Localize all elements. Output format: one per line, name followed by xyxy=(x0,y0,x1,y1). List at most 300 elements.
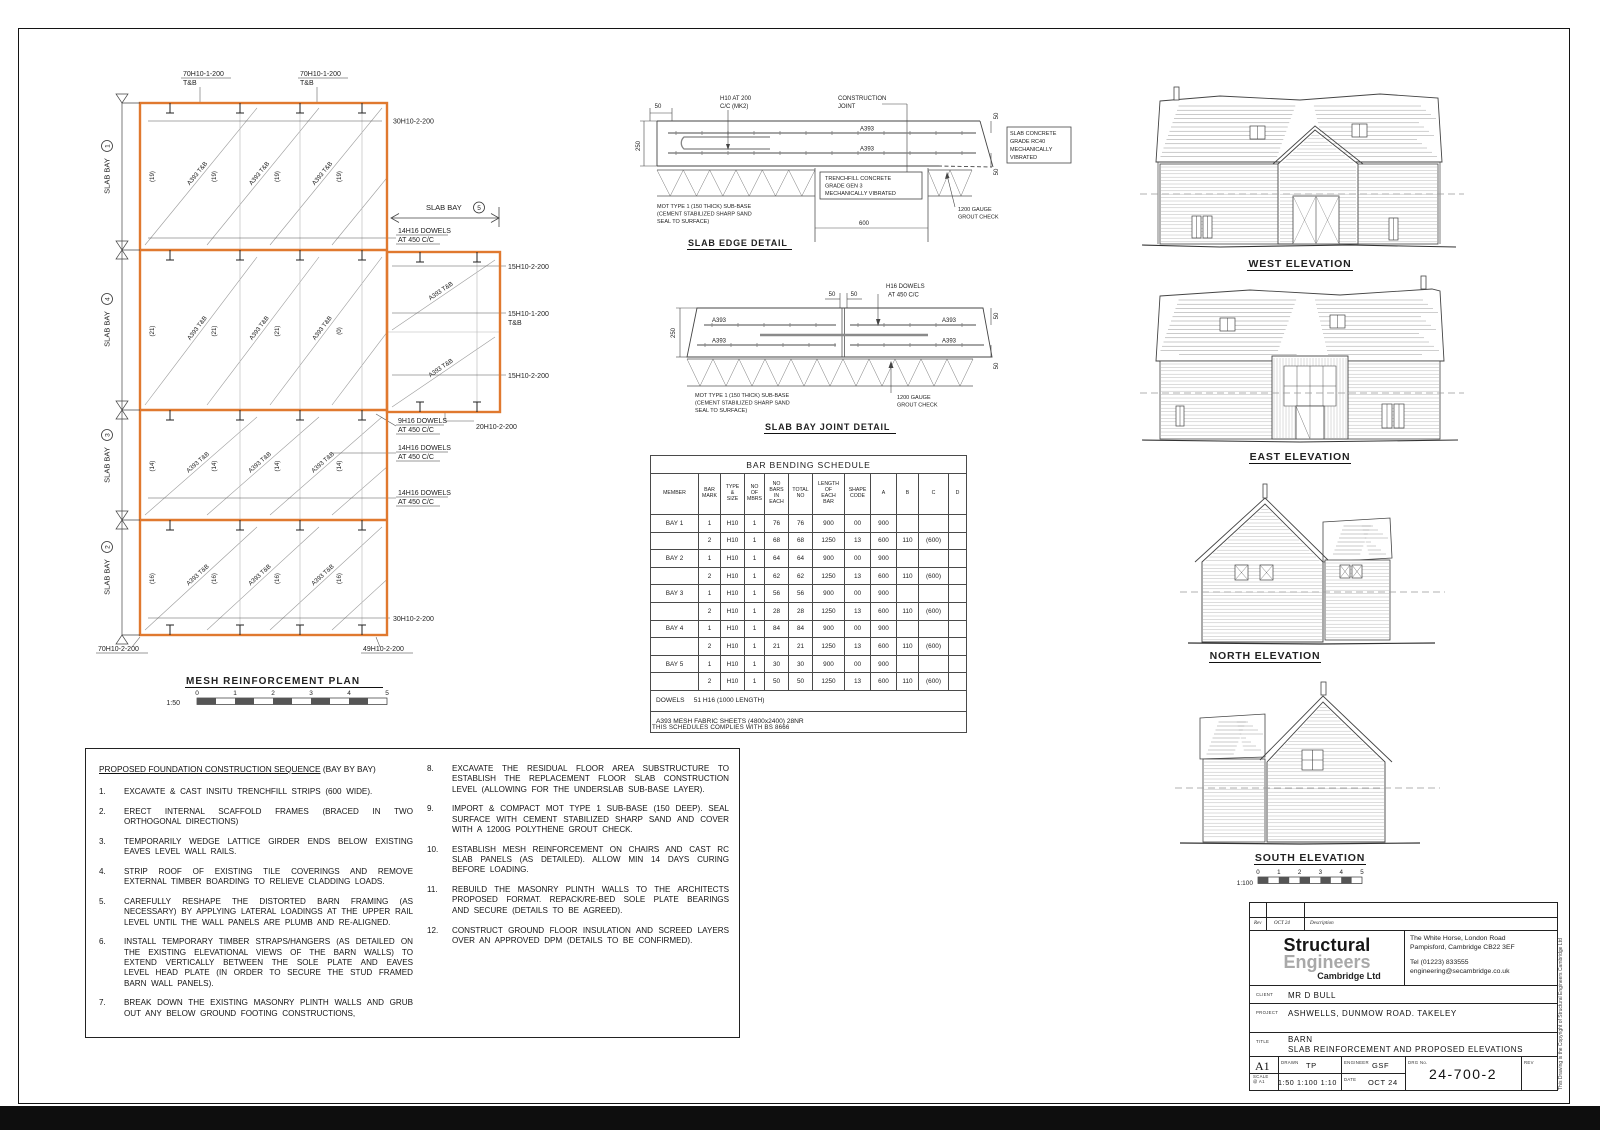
mesh-count: (14) xyxy=(274,460,281,472)
scale-tick: 5 xyxy=(1360,869,1364,876)
bar-callout: 30H10-2-200 xyxy=(393,118,434,126)
mesh-bars xyxy=(668,133,976,153)
schedule-cell: 28 xyxy=(765,602,789,620)
schedule-cell: 900 xyxy=(813,620,845,638)
schedule-header-cell: C xyxy=(919,474,949,515)
scale-tick: 3 xyxy=(1318,869,1323,876)
bar-callout: 15H10-2-200 xyxy=(508,264,549,271)
east-elevation-title: EAST ELEVATION xyxy=(1249,451,1351,463)
slab-details xyxy=(620,80,1100,450)
mesh-label: A393 T&B xyxy=(247,450,273,475)
schedule-cell: 62 xyxy=(789,567,813,585)
mesh-callout: A393 xyxy=(712,318,727,324)
schedule-header-cell: NO BARS IN EACH xyxy=(765,474,789,515)
schedule-cell: 2 xyxy=(699,673,721,691)
scan-edge xyxy=(0,1106,1600,1130)
mesh-label: A393 T&B xyxy=(427,357,455,380)
schedule-cell: 900 xyxy=(871,620,897,638)
scale-ratio: 1:100 xyxy=(1236,880,1253,887)
dowel-callout: 14H16 DOWELS xyxy=(398,490,451,497)
mesh-label: A393 T&B xyxy=(185,160,210,187)
schedule-cell xyxy=(897,620,919,638)
sequence-item-number: 9. xyxy=(427,804,434,814)
schedule-cell: 600 xyxy=(871,673,897,691)
schedule-row xyxy=(651,638,967,656)
edge-detail-title: SLAB EDGE DETAIL xyxy=(688,238,788,248)
sequence-column-right xyxy=(427,764,729,956)
schedule-cell: H10 xyxy=(721,515,745,533)
schedule-cell: 1 xyxy=(745,515,765,533)
schedule-cell: H10 xyxy=(721,532,745,550)
schedule-cell xyxy=(897,550,919,568)
schedule-cell: 1 xyxy=(745,602,765,620)
schedule-row xyxy=(651,620,967,638)
scale-value: 1:50 1:100 1:10 xyxy=(1278,1078,1337,1087)
schedule-cell: 68 xyxy=(765,532,789,550)
scale-label-2: @ A1 xyxy=(1253,1078,1265,1084)
sequence-item-number: 2. xyxy=(99,806,106,816)
sequence-column-left xyxy=(99,764,413,1029)
sequence-item-number: 1. xyxy=(99,787,106,796)
mesh-count: (14) xyxy=(149,460,156,472)
dim: 50 xyxy=(994,362,1000,370)
callout-underlines xyxy=(96,78,448,653)
schedule-cell: H10 xyxy=(721,620,745,638)
schedule-cell xyxy=(919,550,949,568)
sheet-size: A1 xyxy=(1255,1059,1270,1073)
mesh-count: (21) xyxy=(274,325,281,337)
schedule-cell: 56 xyxy=(765,585,789,603)
sequence-item-text: REBUILD THE MASONRY PLINTH WALLS TO THE ARCHITECTS PROPOSED FORMAT. REPACK/RE-BED SOLE PLATE BEARINGS AND SECURE (DETAILS TO BE AGREED). xyxy=(452,885,729,915)
note-line: VIBRATED xyxy=(1010,155,1038,161)
schedule-cell: H10 xyxy=(721,585,745,603)
slab-concrete-note xyxy=(1007,127,1071,163)
slab-bay-1-label xyxy=(102,141,113,194)
mesh-label: A393 T&B xyxy=(427,280,455,303)
dim: 250 xyxy=(671,327,677,339)
scale-tick: 4 xyxy=(347,690,351,697)
sequence-item-text: INSTALL TEMPORARY TIMBER STRAPS/HANGERS (AS DETAILED ON THE EXISTING ELEVATIONAL VIEWS OF THE BARN WALLS) TO EXTEND VERTICALLY BETWEEN THE SOLE PLATE AND EAVES LEVEL HEAD PLATE (IN ORDER TO SECURE THE STUD FRAMED BARN WALL PANELS). xyxy=(124,937,413,988)
sequence-heading xyxy=(99,764,413,774)
mesh-callout: A393 xyxy=(860,126,875,133)
bar-bending-schedule xyxy=(650,455,967,733)
bar-callout: T&B xyxy=(183,80,197,87)
schedule-cell: 2 xyxy=(699,602,721,620)
mesh-label: A393 T&B xyxy=(247,563,273,588)
schedule-cell: 76 xyxy=(789,515,813,533)
schedule-header-cell: TOTAL NO xyxy=(789,474,813,515)
schedule-header-cell: TYPE & SIZE xyxy=(721,474,745,515)
schedule-cell: (600) xyxy=(919,673,949,691)
rev-label: REV xyxy=(1524,1060,1534,1065)
mesh-count: (14) xyxy=(211,460,218,472)
mesh-label: A393 T&B xyxy=(186,314,209,342)
plan-scale-bar xyxy=(166,690,389,707)
schedule-cell: 600 xyxy=(871,602,897,620)
sequence-item-number: 12. xyxy=(427,925,439,935)
note-line: SEAL TO SURFACE) xyxy=(657,219,710,225)
schedule-cell xyxy=(949,638,967,656)
dowel-callout: 14H16 DOWELS xyxy=(398,228,451,235)
dowel-callout: AT 450 C/C xyxy=(398,499,434,506)
scale-tick: 2 xyxy=(1297,869,1302,876)
dim: 50 xyxy=(828,292,836,298)
schedule-cell: 64 xyxy=(765,550,789,568)
dim: 50 xyxy=(994,312,1000,320)
date-label: DATE xyxy=(1344,1077,1357,1082)
north-elevation xyxy=(1180,484,1445,644)
schedule-cell: 1 xyxy=(699,585,721,603)
schedule-cell: 21 xyxy=(765,638,789,656)
mesh-count: (21) xyxy=(149,325,156,337)
scale-tick: 1 xyxy=(1277,869,1281,876)
bay-number: 2 xyxy=(104,545,112,549)
schedule-cell: 1250 xyxy=(813,532,845,550)
sequence-item-number: 6. xyxy=(99,937,106,947)
mesh-callout: A393 xyxy=(942,338,957,345)
joint-callout: CONSTRUCTION xyxy=(838,96,887,102)
bay-dimension-line xyxy=(116,94,140,644)
schedule-row xyxy=(651,532,967,550)
mesh-label: A393 T&B xyxy=(311,314,334,342)
schedule-cell: H10 xyxy=(721,550,745,568)
note-line: GRADE RC40 xyxy=(1010,139,1046,145)
sequence-item xyxy=(99,998,413,1019)
schedule-cell: (600) xyxy=(919,532,949,550)
schedule-cell: 1 xyxy=(745,638,765,656)
mesh-count: (16) xyxy=(336,572,343,585)
sequence-item xyxy=(99,787,413,797)
engineer-label: ENGINEER xyxy=(1344,1060,1369,1065)
schedule-cell: 00 xyxy=(845,515,871,533)
scale-tick: 2 xyxy=(271,690,275,697)
dowels-label: DOWELS xyxy=(656,697,685,705)
schedule-cell: H10 xyxy=(721,602,745,620)
schedule-cell xyxy=(949,515,967,533)
scale-tick: 3 xyxy=(309,690,313,697)
schedule-cell: 110 xyxy=(897,532,919,550)
schedule-cell: 900 xyxy=(813,515,845,533)
elevations xyxy=(1100,60,1580,895)
project-label: PROJECT xyxy=(1256,1010,1279,1015)
sequence-item-number: 7. xyxy=(99,998,106,1008)
south-elevation-title: SOUTH ELEVATION xyxy=(1254,852,1366,864)
mesh-label: A393 T&B xyxy=(310,160,335,187)
schedule-cell: 13 xyxy=(845,532,871,550)
scale-ratio: 1:50 xyxy=(166,700,180,707)
schedule-cell xyxy=(897,655,919,673)
mot-note xyxy=(657,204,752,225)
schedule-cell: H10 xyxy=(721,655,745,673)
scale-tick: 0 xyxy=(1256,869,1260,876)
company-logo xyxy=(1250,931,1404,986)
note-line: (CEMENT STABILIZED SHARP SAND xyxy=(657,211,752,218)
client-label: CLIENT xyxy=(1256,992,1274,997)
foundation-sequence-panel xyxy=(85,748,740,1038)
schedule-cell: BAY 5 xyxy=(651,655,699,673)
sequence-item-number: 11. xyxy=(427,885,438,895)
sequence-item-text: BREAK DOWN THE EXISTING MASONRY PLINTH WALLS AND GRUB OUT ANY BELOW GROUND FOOTING CONSTRUCTIONS, xyxy=(124,998,413,1018)
mesh-count: (0) xyxy=(336,327,343,335)
rebar-callout: H10 AT 200 xyxy=(720,96,752,102)
schedule-cell: 30 xyxy=(765,655,789,673)
schedule-cell: 1 xyxy=(745,585,765,603)
schedule-cell xyxy=(949,602,967,620)
schedule-cell xyxy=(949,620,967,638)
scale-tick: 5 xyxy=(385,690,389,697)
sequence-item xyxy=(427,764,729,795)
bar-callout: 30H10-2-200 xyxy=(393,616,434,623)
schedule-cell xyxy=(949,585,967,603)
sequence-item xyxy=(99,807,413,828)
dowel-callout: AT 450 C/C xyxy=(398,237,434,244)
schedule-cell: 900 xyxy=(813,585,845,603)
date-column-header: OCT 24 xyxy=(1274,921,1290,926)
sequence-item-text: CONSTRUCT GROUND FLOOR INSULATION AND SCREED LAYERS OVER AN APPROVED DPM (DETAILS TO BE CONFIRMED). xyxy=(452,925,729,945)
schedule-cell: 62 xyxy=(765,567,789,585)
schedule-cell: 50 xyxy=(789,673,813,691)
schedule-cell: BAY 4 xyxy=(651,620,699,638)
rebar-callout: C/C (MK2) xyxy=(720,104,749,110)
bay-label-text: SLAB BAY xyxy=(102,447,112,483)
schedule-cell: BAY 2 xyxy=(651,550,699,568)
schedule-cell: H10 xyxy=(721,567,745,585)
mot-note xyxy=(695,393,790,414)
mesh-callout: A393 xyxy=(860,146,875,153)
joint-callout: JOINT xyxy=(838,104,856,110)
schedule-header-cell: LENGTH OF EACH BAR xyxy=(813,474,845,515)
mesh-count: (19) xyxy=(274,170,281,183)
schedule-title: BAR BENDING SCHEDULE xyxy=(651,456,967,474)
east-elevation xyxy=(1140,276,1464,442)
mesh-count: (19) xyxy=(211,170,218,183)
description-column-header: Description xyxy=(1310,921,1334,926)
schedule-cell: 110 xyxy=(897,673,919,691)
rev-column-header: Rev xyxy=(1254,921,1262,926)
schedule-cell xyxy=(949,673,967,691)
schedule-cell: (600) xyxy=(919,602,949,620)
schedule-cell xyxy=(897,515,919,533)
plan-annotations xyxy=(98,71,549,653)
bay-number: 5 xyxy=(477,205,481,212)
bay-number: 3 xyxy=(104,433,112,437)
schedule-cell: 1 xyxy=(745,532,765,550)
sequence-item xyxy=(427,804,729,835)
slab-bay-2-label xyxy=(102,542,113,595)
mesh-count: (19) xyxy=(336,170,343,183)
note-line: MECHANICALLY VIBRATED xyxy=(825,191,896,197)
schedule-cell: 1250 xyxy=(813,673,845,691)
schedule-row xyxy=(651,673,967,691)
mesh-count: (21) xyxy=(211,325,218,337)
note-line: MECHANICALLY xyxy=(1010,147,1053,153)
schedule-cell: 1 xyxy=(699,515,721,533)
schedule-cell: 110 xyxy=(897,567,919,585)
dowel-callout: H16 DOWELS xyxy=(886,284,925,290)
mesh-label: A393 T&B xyxy=(185,450,211,475)
schedule-cell xyxy=(949,532,967,550)
address-line: The White Horse, London Road xyxy=(1410,935,1506,942)
north-elevation-title: NORTH ELEVATION xyxy=(1209,650,1321,662)
schedule-cell: 1250 xyxy=(813,567,845,585)
schedule-row xyxy=(651,655,967,673)
brand-line-3: Cambridge Ltd xyxy=(1317,971,1381,981)
note-line: MOT TYPE 1 (150 THICK) SUB-BASE xyxy=(695,393,790,399)
scale-label: SCALE xyxy=(1253,1074,1269,1079)
company-address xyxy=(1410,935,1555,976)
schedule-cell xyxy=(651,602,699,620)
drawn-value: TP xyxy=(1306,1061,1317,1070)
sequence-item xyxy=(427,845,729,876)
south-elevation xyxy=(1175,682,1440,844)
schedule-header-cell: SHAPE CODE xyxy=(845,474,871,515)
schedule-cell: 900 xyxy=(813,550,845,568)
schedule-header-cell: NO OF MBRS xyxy=(745,474,765,515)
sequence-heading-text: PROPOSED FOUNDATION CONSTRUCTION SEQUENCE xyxy=(99,764,321,774)
schedule-row xyxy=(651,515,967,533)
sequence-item xyxy=(99,897,413,928)
schedule-cell: 2 xyxy=(699,532,721,550)
bar-callout: 70H10-1-200 xyxy=(183,71,224,78)
schedule-cell: 1 xyxy=(699,655,721,673)
schedule-cell: (600) xyxy=(919,567,949,585)
scale-tick: 1 xyxy=(233,690,237,697)
sequence-item-text: ERECT INTERNAL SCAFFOLD FRAMES (BRACED IN TWO ORTHOGONAL DIRECTIONS) xyxy=(124,806,413,827)
dim: 600 xyxy=(858,221,870,227)
mesh-label: A393 T&B xyxy=(248,314,271,342)
schedule-cell: 110 xyxy=(897,602,919,620)
schedule-cell: 30 xyxy=(789,655,813,673)
note-line: GROUT CHECK xyxy=(958,214,999,221)
note-line: MOT TYPE 1 (150 THICK) SUB-BASE xyxy=(657,204,752,210)
schedule-header-cell: BAR MARK xyxy=(699,474,721,515)
schedule-cell: H10 xyxy=(721,638,745,656)
schedule-rows xyxy=(651,515,967,691)
dim: 50 xyxy=(850,292,858,298)
elevation-scale-bar xyxy=(1237,869,1365,887)
bay-label-text: SLAB BAY xyxy=(426,203,462,212)
project-value: ASHWELLS, DUNMOW ROAD. TAKELEY xyxy=(1288,1009,1457,1018)
sequence-item-text: STRIP ROOF OF EXISTING TILE COVERINGS AND REMOVE EXTERNAL TIMBER BOARDING TO RELIEVE CLADDING LOADS. xyxy=(124,866,413,887)
schedule-cell: 600 xyxy=(871,532,897,550)
schedule-cell xyxy=(949,655,967,673)
title-value-1: BARN xyxy=(1288,1035,1313,1044)
schedule-cell: 2 xyxy=(699,567,721,585)
schedule-cell: 76 xyxy=(765,515,789,533)
schedule-row xyxy=(651,602,967,620)
mesh-callout: A393 xyxy=(942,318,957,324)
schedule-cell: 1 xyxy=(745,673,765,691)
schedule-cell: 64 xyxy=(789,550,813,568)
sequence-item-number: 5. xyxy=(99,897,106,907)
schedule-cell: 84 xyxy=(789,620,813,638)
note-line: GRADE GEN 3 xyxy=(825,183,863,190)
mesh-diagonals xyxy=(145,108,495,630)
copyright-note: This Drawing is the Copyright of Structural Engineers Cambridge Ltd xyxy=(1558,938,1564,1090)
bar-callout: T&B xyxy=(508,320,522,327)
schedule-header-cell: A xyxy=(871,474,897,515)
client-value: MR D BULL xyxy=(1288,991,1337,1000)
date-value: OCT 24 xyxy=(1368,1078,1398,1087)
sequence-item-text: EXCAVATE THE RESIDUAL FLOOR AREA SUBSTRUCTURE TO ESTABLISH THE REPLACEMENT FLOOR SLAB CONSTRUCTION LEVEL (ALLOWING FOR THE UNDERSLAB SUB-BASE LAYER). xyxy=(452,764,729,794)
schedule-cell xyxy=(949,567,967,585)
bar-callout: 70H10-2-200 xyxy=(98,646,139,653)
sequence-item-number: 8. xyxy=(427,764,434,773)
schedule-cell: 13 xyxy=(845,567,871,585)
schedule-cell: 84 xyxy=(765,620,789,638)
bar-callout: T&B xyxy=(300,80,314,87)
drawn-label: DRAWN xyxy=(1281,1060,1299,1065)
bar-callout: 49H10-2-200 xyxy=(363,646,404,653)
sequence-item-text: EXCAVATE & CAST INSITU TRENCHFILL STRIPS (600 WIDE). xyxy=(124,787,373,796)
mesh-reinforcement-plan xyxy=(80,55,580,720)
schedule-cell: 2 xyxy=(699,638,721,656)
dim: 50 xyxy=(994,112,1000,120)
west-elevation-title: WEST ELEVATION xyxy=(1248,258,1352,270)
schedule-cell: 1250 xyxy=(813,602,845,620)
slab-edge-detail xyxy=(636,96,1071,250)
title-label: TITLE xyxy=(1256,1039,1270,1044)
schedule-cell: BAY 1 xyxy=(651,515,699,533)
note-line: 1200 GAUGE xyxy=(958,207,992,213)
sequence-item xyxy=(99,937,413,988)
brand-line-2: Engineers xyxy=(1283,952,1371,972)
sequence-item-text: ESTABLISH MESH REINFORCEMENT ON CHAIRS AND CAST RC SLAB PANELS (AS DETAILED). ALLOW MIN 14 DAYS CURING BEFORE LOADING. xyxy=(452,844,729,875)
engineer-value: GSF xyxy=(1372,1061,1390,1070)
schedule-cell: 1 xyxy=(699,620,721,638)
mesh-count: (16) xyxy=(149,572,156,585)
subbase-hatch xyxy=(687,359,973,386)
plan-title: MESH REINFORCEMENT PLAN xyxy=(186,676,361,687)
title-block xyxy=(1249,902,1558,1091)
schedule-cell: 900 xyxy=(871,515,897,533)
sequence-item-number: 10. xyxy=(427,844,439,854)
scale-tick: 0 xyxy=(195,690,199,697)
schedule-row xyxy=(651,550,967,568)
dowel-callout: AT 450 C/C xyxy=(888,292,919,299)
slab-bay-3-label xyxy=(102,430,113,483)
sequence-item-text: TEMPORARILY WEDGE LATTICE GIRDER ENDS BELOW EXISTING EAVES LEVEL WALL RAILS. xyxy=(124,836,413,857)
west-elevation xyxy=(1140,87,1464,247)
schedule-mesh-row: A393 MESH FABRIC SHEETS (4800x2400) 28NR xyxy=(651,711,967,732)
sequence-item xyxy=(427,926,729,947)
schedule-cell: 1 xyxy=(745,620,765,638)
schedule-cell: 1 xyxy=(745,567,765,585)
schedule-header-cell: MEMBER xyxy=(651,474,699,515)
sequence-item xyxy=(427,885,729,916)
dowel-callout: 9H16 DOWELS xyxy=(398,418,448,425)
drg-number: 24-700-2 xyxy=(1428,1066,1498,1082)
schedule-cell xyxy=(919,585,949,603)
brand-line-1: Structural xyxy=(1283,935,1371,955)
schedule-cell xyxy=(919,655,949,673)
schedule-cell: 600 xyxy=(871,638,897,656)
sequence-item-number: 3. xyxy=(99,836,106,846)
mesh-label: A393 T&B xyxy=(247,160,272,187)
sequence-heading-suffix: (BAY BY BAY) xyxy=(322,764,376,774)
slab-bay-4-label xyxy=(102,294,113,347)
schedule-cell: 13 xyxy=(845,638,871,656)
slab-bay-5-label xyxy=(391,202,499,227)
sequence-item xyxy=(99,837,413,858)
schedule-cell: 00 xyxy=(845,550,871,568)
sequence-item-text: CAREFULLY RESHAPE THE DISTORTED BARN FRAMING (AS NECESSARY) BY APPLYING LATERAL LOADINGS AT THE UPPER RAIL LEVEL UNTIL THE WALL PANELS ARE PLUMB AND RE-ALIGNED. xyxy=(124,897,413,927)
schedule-cell: 1 xyxy=(745,655,765,673)
trenchfill-note xyxy=(820,172,922,199)
schedule-cell: 900 xyxy=(813,655,845,673)
address-line: Pampisford, Cambridge CB22 3EF xyxy=(1410,943,1515,951)
schedule-cell xyxy=(651,638,699,656)
